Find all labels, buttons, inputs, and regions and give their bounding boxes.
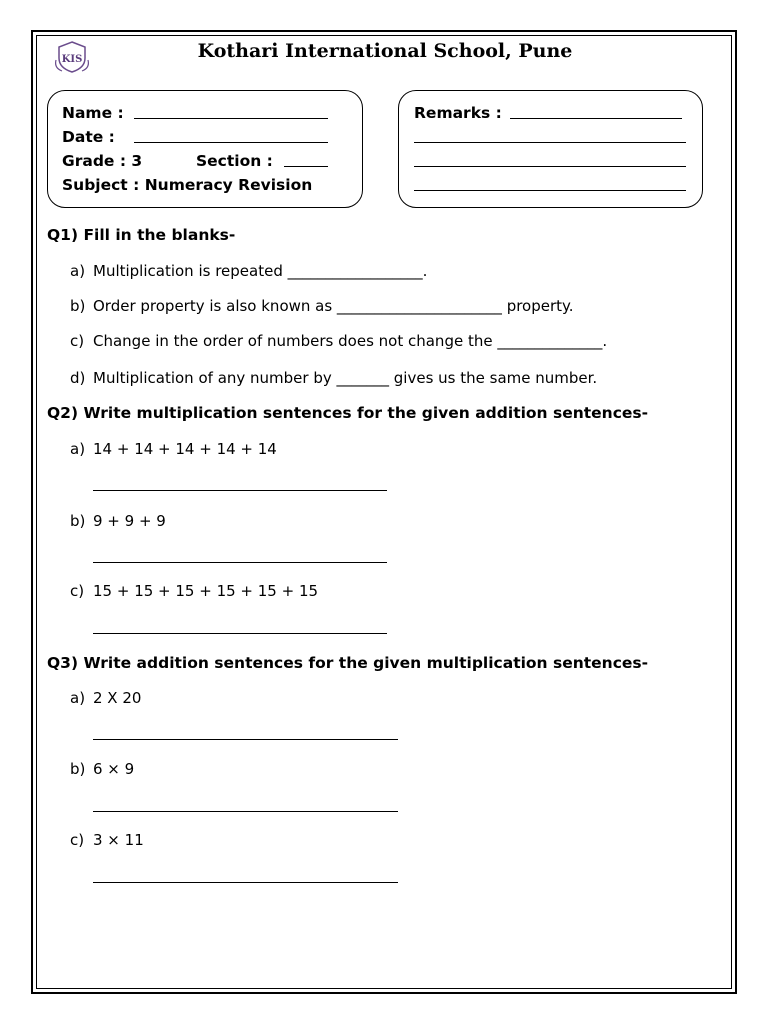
remarks-label: Remarks : [414,104,502,122]
q1-heading: Q1) Fill in the blanks- [47,226,236,244]
remarks-blank-3[interactable] [414,166,686,167]
q3-answer-line[interactable] [93,882,398,883]
q1-item-text: Order property is also known as ______________________ property. [93,297,574,315]
subject-label: Subject : Numeracy Revision [62,176,313,194]
q1-item-text: Multiplication is repeated __________________. [93,262,428,280]
q1-item-label: d) [70,369,86,387]
q2-item-text: 9 + 9 + 9 [93,512,166,530]
section-blank[interactable] [284,166,328,167]
date-blank[interactable] [134,142,328,143]
q1-item-label: b) [70,297,86,315]
school-title: Kothari International School, Pune [197,40,573,62]
q3-heading: Q3) Write addition sentences for the given multiplication sentences- [47,654,649,672]
q2-heading: Q2) Write multiplication sentences for the given addition sentences- [47,404,649,422]
q2-answer-line[interactable] [93,562,387,563]
q2-item-text: 15 + 15 + 15 + 15 + 15 + 15 [93,582,319,600]
q2-item-label: a) [70,440,86,458]
q2-item-label: b) [70,512,86,530]
q3-item-text: 2 X 20 [93,689,142,707]
q2-answer-line[interactable] [93,490,387,491]
q3-item-label: c) [70,831,85,849]
school-logo [52,40,92,74]
remarks-blank-1[interactable] [510,118,682,119]
grade-label: Grade : 3 [62,152,143,170]
remarks-blank-2[interactable] [414,142,686,143]
q1-item-label: a) [70,262,86,280]
q3-answer-line[interactable] [93,739,398,740]
q3-item-text: 6 × 9 [93,760,135,778]
remarks-blank-4[interactable] [414,190,686,191]
q2-item-text: 14 + 14 + 14 + 14 + 14 [93,440,277,458]
name-blank[interactable] [134,118,328,119]
q1-item-label: c) [70,332,85,350]
q1-item-text: Change in the order of numbers does not change the ______________. [93,332,608,350]
q2-item-label: c) [70,582,85,600]
q1-item-text: Multiplication of any number by _______ gives us the same number. [93,369,598,387]
q3-answer-line[interactable] [93,811,398,812]
q3-item-label: b) [70,760,86,778]
q2-answer-line[interactable] [93,633,387,634]
date-label: Date : [62,128,115,146]
section-label: Section : [196,152,273,170]
q3-item-label: a) [70,689,86,707]
name-label: Name : [62,104,124,122]
q3-item-text: 3 × 11 [93,831,144,849]
logo-lettering: KIS [61,54,83,65]
